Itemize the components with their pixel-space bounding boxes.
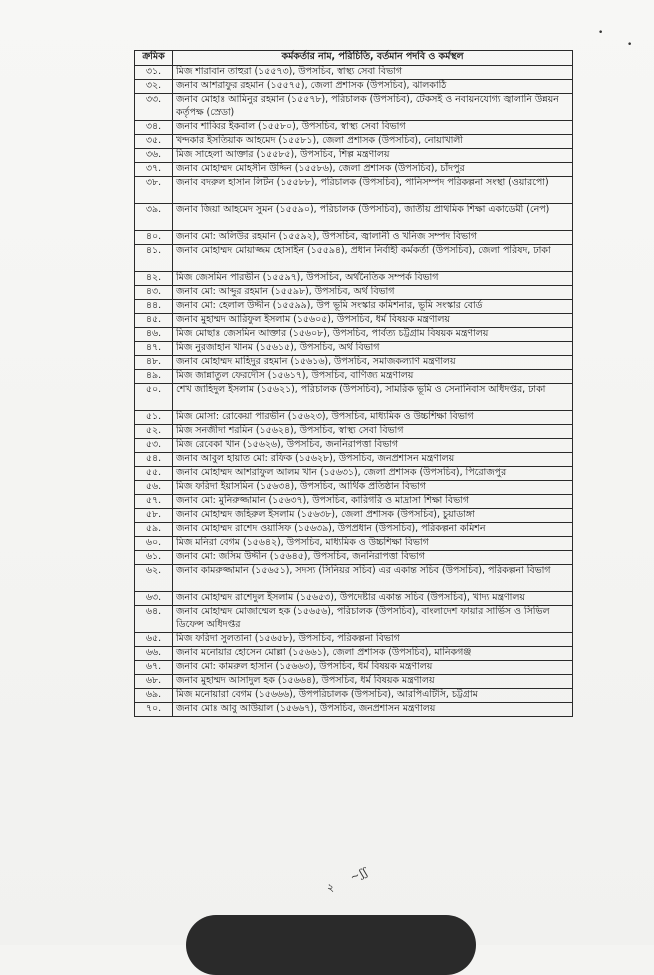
- row-details: জনাব বদরুল হাসান লিটন (১৫৫৮৮), পরিচালক (উপসচিব), পানিসম্পদ পরিকল্পনা সংস্থা (ওয়ারপো): [173, 177, 573, 204]
- table-row: [135, 286, 573, 300]
- row-serial: ৬৭.: [135, 661, 173, 675]
- row-serial: ৬০.: [135, 537, 173, 551]
- row-serial: ৫০.: [135, 384, 173, 411]
- table-row: [135, 675, 573, 689]
- row-serial: ৩৮.: [135, 177, 173, 204]
- row-details: জনাব মোঃ আবু আউয়াল (১৫৬৬৭), উপসচিব, জনপ্রশাসন মন্ত্রণালয়: [173, 703, 573, 717]
- row-serial: ৪৬.: [135, 328, 173, 342]
- corner-mark: •: [627, 40, 633, 50]
- row-details: জনাব মোহাম্মদ মোয়াজ্জম হোসাইন (১৫৫৯৪), প্রধান নির্বাহী কর্মকর্তা (উপসচিব), জেলা পরিষদ, ঢাকা: [173, 245, 573, 272]
- table-row: [135, 689, 573, 703]
- table-row: [135, 94, 573, 121]
- row-serial: ৫৫.: [135, 467, 173, 481]
- row-serial: ৫৭.: [135, 495, 173, 509]
- row-details: জনাব মোহাঃ আমিনুর রহমান (১৫৫৭৮), পরিচালক (উপসচিব), টেকসই ও নবায়নযোগ্য জ্বালানি উন্নয়ন কর্তৃপক্ষ (স্রেডা): [173, 94, 573, 121]
- row-details: মিজ মোসা: রোকেয়া পারভীন (১৫৬২৩), উপসচিব, মাধ্যমিক ও উচ্চশিক্ষা বিভাগ: [173, 411, 573, 425]
- row-serial: ৬৫.: [135, 633, 173, 647]
- table-row: [135, 66, 573, 80]
- row-serial: ৫৯.: [135, 523, 173, 537]
- table-row: [135, 703, 573, 717]
- row-details: জনাব মো: কামরুল হাসান (১৫৬৬৩), উপসচিব, ধর্ম বিষয়ক মন্ত্রণালয়: [173, 661, 573, 675]
- table-row: [135, 411, 573, 425]
- table-row: [135, 177, 573, 204]
- table-row: [135, 384, 573, 411]
- table-row: [135, 606, 573, 633]
- row-details: মিজ শারাবান তাহুরা (১৫৫৭৩), উপসচিব, স্বাস্থ্য সেবা বিভাগ: [173, 66, 573, 80]
- row-serial: ৭০.: [135, 703, 173, 717]
- row-serial: ৬৩.: [135, 592, 173, 606]
- row-serial: ৪৩.: [135, 286, 173, 300]
- signature: ~ʃʃ: [348, 865, 370, 884]
- row-details: জনাব মো: মুনিরুজ্জামান (১৫৬৩৭), উপসচিব, কারিগরি ও মাদ্রাসা শিক্ষা বিভাগ: [173, 495, 573, 509]
- viewer-overlay-bar[interactable]: [186, 915, 476, 975]
- row-details: জনাব মোহাম্মদ রাশেদ ওয়াসিফ (১৫৬৩৯), উপপ্রধান (উপসচিব), পরিকল্পনা কমিশন: [173, 523, 573, 537]
- row-details: মিজ ফরিদা ইয়াসমিন (১৫৬৩৪), উপসচিব, আর্থিক প্রতিষ্ঠান বিভাগ: [173, 481, 573, 495]
- row-details: জনাব মোহাম্মদ রাশেদুল ইসলাম (১৫৬৫৩), উপদেষ্টার একান্ত সচিব (উপসচিব), খাদ্য মন্ত্রণালয়: [173, 592, 573, 606]
- row-details: জনাব কামরুজ্জামান (১৫৬৫১), সদস্য (সিনিয়র সচিব) এর একান্ত সচিব (উপসচিব), পরিকল্পনা বিভাগ: [173, 565, 573, 592]
- row-serial: ৫৮.: [135, 509, 173, 523]
- row-serial: ৪৫.: [135, 314, 173, 328]
- row-serial: ৩৫.: [135, 135, 173, 149]
- row-details: মিজ নুরজাহান খানম (১৫৬১৫), উপসচিব, অর্থ বিভাগ: [173, 342, 573, 356]
- row-serial: ৪৪.: [135, 300, 173, 314]
- table-header-row: [135, 51, 573, 66]
- table-row: [135, 342, 573, 356]
- row-details: জনাব মোহাম্মদ আশরাফুল আলম খান (১৫৬৩১), জেলা প্রশাসক (উপসচিব), পিরোজপুর: [173, 467, 573, 481]
- table-row: [135, 592, 573, 606]
- table-row: [135, 300, 573, 314]
- row-serial: ৩৭.: [135, 163, 173, 177]
- table-row: [135, 565, 573, 592]
- row-details: মিজ মোছাঃ জেসমিন আক্তার (১৫৬০৮), উপসচিব, পার্বত্য চট্টগ্রাম বিষয়ক মন্ত্রণালয়: [173, 328, 573, 342]
- row-details: মিজ মনোয়ারা বেগম (১৫৬৬৬), উপপরিচালক (উপসচিব), আরপিএটিসি, চট্টগ্রাম: [173, 689, 573, 703]
- table-row: [135, 163, 573, 177]
- row-details: মিজ রেবেকা খান (১৫৬২৬), উপসচিব, জননিরাপত্তা বিভাগ: [173, 439, 573, 453]
- row-details: খন্দকার ইসতিয়াক আহমেদ (১৫৫৮১), জেলা প্রশাসক (উপসচিব), নোয়াখালী: [173, 135, 573, 149]
- table-row: [135, 551, 573, 565]
- table-row: [135, 135, 573, 149]
- table-row: [135, 80, 573, 94]
- row-serial: ৪৭.: [135, 342, 173, 356]
- row-details: মিজ ফরিদা সুলতানা (১৫৬৫৮), উপসচিব, পরিকল্পনা বিভাগ: [173, 633, 573, 647]
- row-details: জনাব মোহাম্মদ মাহিদুর রহমান (১৫৬১৬), উপসচিব, সমাজকল্যাণ মন্ত্রণালয়: [173, 356, 573, 370]
- row-details: জনাব মনোয়ার হোসেন মোল্লা (১৫৬৬১), জেলা প্রশাসক (উপসচিব), মানিকগঞ্জ: [173, 647, 573, 661]
- table-row: [135, 204, 573, 231]
- row-serial: ৩৬.: [135, 149, 173, 163]
- row-serial: ৬১.: [135, 551, 173, 565]
- officer-table: [134, 50, 573, 717]
- table-row: [135, 121, 573, 135]
- row-details: জনাব মোহাম্মদ মোহসীন উদ্দিন (১৫৫৮৬), জেলা প্রশাসক (উপসচিব), চাঁদপুর: [173, 163, 573, 177]
- header-details: কর্মকর্তার নাম, পরিচিতি, বর্তমান পদবি ও কর্মস্থল: [173, 51, 573, 66]
- row-serial: ৫২.: [135, 425, 173, 439]
- row-details: জনাব মোহাম্মদ মোজাম্মেল হক (১৫৬৫৬), পরিচালক (উপসচিব), বাংলাদেশ ফায়ার সার্ভিস ও সিভিল ডিফেন্স অধিদপ্তর: [173, 606, 573, 633]
- row-details: জনাব মুহাম্মদ আরিফুল ইসলাম (১৫৬০৫), উপসচিব, ধর্ম বিষয়ক মন্ত্রণালয়: [173, 314, 573, 328]
- table-row: [135, 439, 573, 453]
- page-number: ২: [327, 881, 335, 894]
- table-row: [135, 149, 573, 163]
- row-serial: ৪২.: [135, 272, 173, 286]
- row-serial: ৩৩.: [135, 94, 173, 121]
- table-row: [135, 356, 573, 370]
- table-row: [135, 633, 573, 647]
- row-details: মিজ সনজীদা শরমিন (১৫৬২৪), উপসচিব, স্বাস্থ্য সেবা বিভাগ: [173, 425, 573, 439]
- row-details: মিজ জান্নাতুল ফেরদৌস (১৫৬১৭), উপসচিব, বাণিজ্য মন্ত্রণালয়: [173, 370, 573, 384]
- row-details: জনাব আশরাফুর রহমান (১৫৫৭৫), জেলা প্রশাসক (উপসচিব), ঝালকাঠি: [173, 80, 573, 94]
- header-serial: ক্রমিক: [135, 51, 173, 66]
- table-row: [135, 231, 573, 245]
- table-row: [135, 537, 573, 551]
- row-details: জনাব আবুল হায়াত মো: রফিক (১৫৬২৮), উপসচিব, জনপ্রশাসন মন্ত্রণালয়: [173, 453, 573, 467]
- row-serial: ৬৪.: [135, 606, 173, 633]
- table-row: [135, 425, 573, 439]
- table-row: [135, 661, 573, 675]
- row-details: জনাব জিয়া আহমেদ সুমন (১৫৫৯০), পরিচালক (উপসচিব), জাতীয় প্রাথমিক শিক্ষা একাডেমী (নেপ): [173, 204, 573, 231]
- row-details: জনাব শাব্বির ইকবাল (১৫৫৮০), উপসচিব, স্বাস্থ্য সেবা বিভাগ: [173, 121, 573, 135]
- row-details: জনাব মো: জসিম উদ্দীন (১৫৬৪৫), উপসচিব, জননিরাপত্তা বিভাগ: [173, 551, 573, 565]
- row-details: জনাব মো: অলিউর রহমান (১৫৫৯২), উপসচিব, জ্বালানী ও খনিজ সম্পদ বিভাগ: [173, 231, 573, 245]
- row-serial: ৬৯.: [135, 689, 173, 703]
- table-row: [135, 467, 573, 481]
- row-serial: ৫৬.: [135, 481, 173, 495]
- table-row: [135, 647, 573, 661]
- row-serial: ৫১.: [135, 411, 173, 425]
- table-row: [135, 370, 573, 384]
- row-serial: ৩২.: [135, 80, 173, 94]
- table-row: [135, 314, 573, 328]
- row-details: জনাব মো: হেলাল উদ্দীন (১৫৫৯৯), উপ ভূমি সংস্কার কমিশনার, ভূমি সংস্কার বোর্ড: [173, 300, 573, 314]
- row-details: মিজ জেসমিন পারভীন (১৫৫৯৭), উপসচিব, অর্থনৈতিক সম্পর্ক বিভাগ: [173, 272, 573, 286]
- row-details: শেখ জাহিদুল ইসলাম (১৫৬২১), পরিচালক (উপসচিব), সামরিক ভূমি ও সেনানিবাস অধিদপ্তর, ঢাকা: [173, 384, 573, 411]
- row-serial: ৩৯.: [135, 204, 173, 231]
- row-serial: ৩১.: [135, 66, 173, 80]
- table-row: [135, 453, 573, 467]
- row-details: জনাব মোহাম্মদ জহিরুল ইসলাম (১৫৬৩৮), জেলা প্রশাসক (উপসচিব), চুয়াডাঙ্গা: [173, 509, 573, 523]
- row-serial: ৩৪.: [135, 121, 173, 135]
- row-serial: ৪১.: [135, 245, 173, 272]
- row-serial: ৬৬.: [135, 647, 173, 661]
- row-serial: ৪৯.: [135, 370, 173, 384]
- row-serial: ৫৩.: [135, 439, 173, 453]
- row-details: মিজ মনিরা বেগম (১৫৬৪২), উপসচিব, মাধ্যমিক ও উচ্চশিক্ষা বিভাগ: [173, 537, 573, 551]
- row-serial: ৬৮.: [135, 675, 173, 689]
- table-row: [135, 481, 573, 495]
- table-row: [135, 272, 573, 286]
- table-row: [135, 328, 573, 342]
- row-serial: ৪৮.: [135, 356, 173, 370]
- row-serial: ৫৪.: [135, 453, 173, 467]
- table-row: [135, 495, 573, 509]
- table-row: [135, 245, 573, 272]
- row-serial: ৬২.: [135, 565, 173, 592]
- row-details: জনাব মো: আব্দুর রহমান (১৫৫৯৮), উপসচিব, অর্থ বিভাগ: [173, 286, 573, 300]
- table-row: [135, 523, 573, 537]
- row-details: মিজ সাহেলা আক্তার (১৫৫৮৫), উপসচিব, শিল্প মন্ত্রণালয়: [173, 149, 573, 163]
- row-details: জনাব মুহাম্মদ আসাদুল হক (১৫৬৬৪), উপসচিব, ধর্ম বিষয়ক মন্ত্রণালয়: [173, 675, 573, 689]
- row-serial: ৪০.: [135, 231, 173, 245]
- corner-mark: •: [598, 28, 604, 38]
- table-row: [135, 509, 573, 523]
